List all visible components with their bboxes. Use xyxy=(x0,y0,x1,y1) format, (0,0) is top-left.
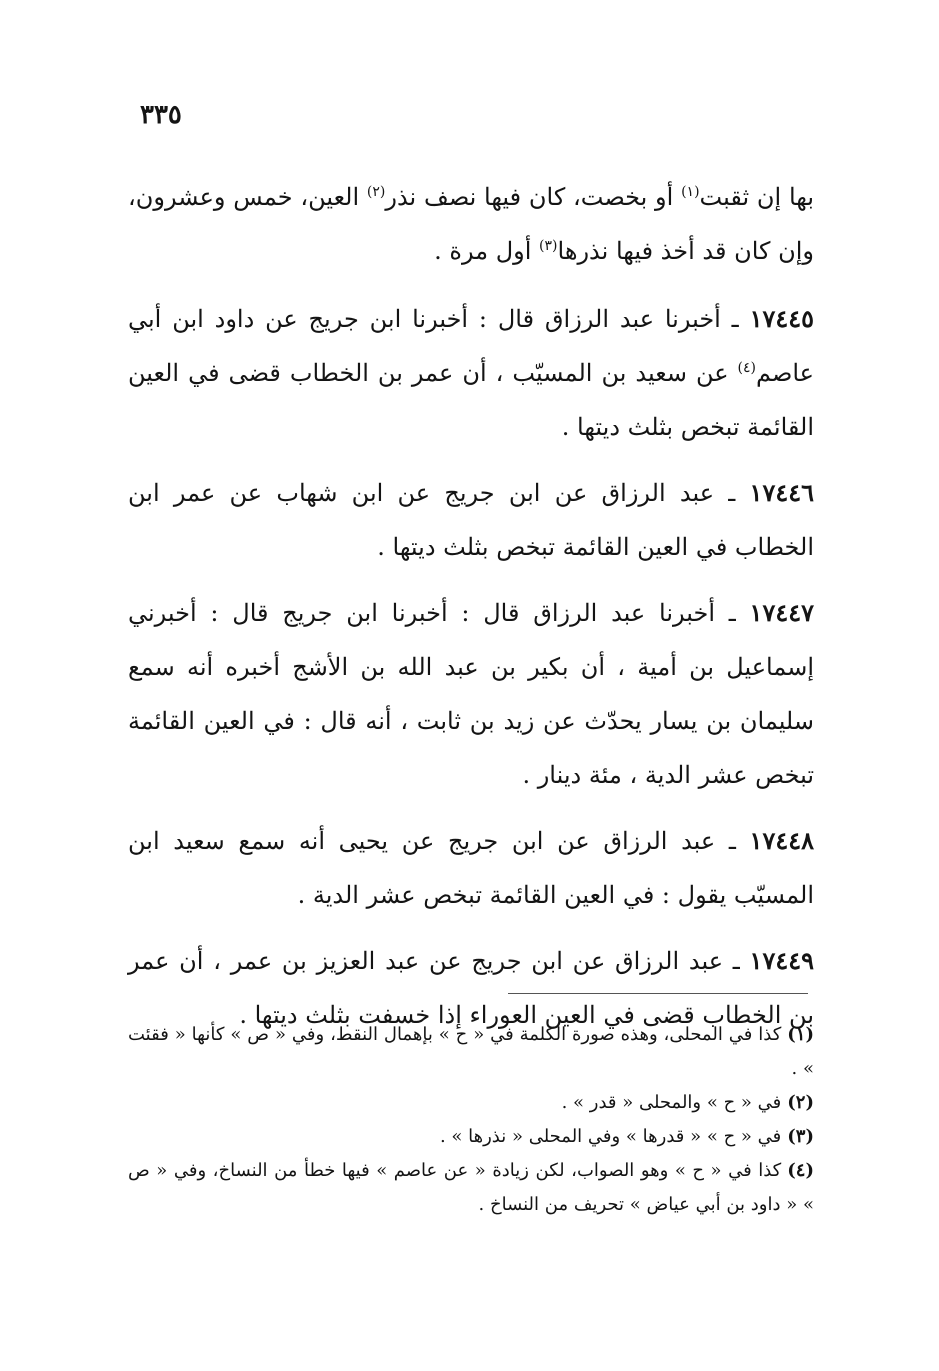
paragraph-text: أول مرة . xyxy=(434,237,540,265)
paragraph-text: عن سعيد بن المسيّب ، أن عمر بن الخطاب قضى في العين القائمة تبخص بثلث ديتها . xyxy=(128,359,814,441)
footnote-text: كذا في « ح » وهو الصواب، لكن زيادة « عن عاصم » فيها خطأ من النساخ، وفي « ص » « داود بن أبي عياض » تحريف من النساخ . xyxy=(128,1160,814,1215)
paragraph-text: ـ عبد الرزاق عن ابن جريج عن يحيى أنه سمع سعيد ابن المسيّب يقول : في العين القائمة تبخص عشر الدية . xyxy=(128,827,814,909)
paragraph-text: ـ أخبرنا عبد الرزاق قال : أخبرنا ابن جريج قال : أخبرني إسماعيل بن أمية ، أن بكير بن عبد الله بن الأشج أخبره أنه سمع سليمان بن يسار يحدّث عن زيد بن ثابت ، أنه قال : في العين القائمة تبخص عشر الدية ، مئة دينار . xyxy=(128,599,814,789)
hadith-number: ١٧٤٤٧ xyxy=(749,598,814,627)
footnote-number: (٣) xyxy=(787,1126,814,1147)
hadith-paragraph xyxy=(128,814,814,922)
footnote-number: (٤) xyxy=(787,1160,814,1181)
hadith-paragraph xyxy=(128,292,814,454)
hadith-paragraph xyxy=(128,170,814,278)
hadith-paragraph xyxy=(128,466,814,574)
footnote-text: في « ح » « قدرها » وفي المحلى « نذرها » . xyxy=(439,1126,782,1147)
main-text xyxy=(128,170,814,1054)
hadith-number: ١٧٤٤٥ xyxy=(749,304,815,333)
footnote-reference: (٤) xyxy=(737,360,757,376)
footnote-reference: (١) xyxy=(681,184,700,200)
footnote xyxy=(128,1154,814,1222)
hadith-number: ١٧٤٤٨ xyxy=(749,826,814,855)
footnote-number: (٢) xyxy=(787,1092,814,1113)
hadith-number: ١٧٤٤٦ xyxy=(749,478,814,507)
paragraph-text: ـ عبد الرزاق عن ابن جريج عن ابن شهاب عن عمر ابن الخطاب في العين القائمة تبخص بثلث ديتها . xyxy=(128,479,814,561)
footnote xyxy=(128,1086,814,1120)
paragraph-text: العين، خمس وعشرون، وإن كان قد أخذ فيها نذرها xyxy=(128,183,814,265)
footnote-text: كذا في المحلى، وهذه صورة الكلمة في « ح » بإهمال النقط، وفي « ص » كأنها « فقئت » . xyxy=(128,1024,814,1079)
hadith-number: ١٧٤٤٩ xyxy=(749,946,814,975)
footnote-reference: (٢) xyxy=(366,184,386,200)
paragraph-text: ـ عبد الرزاق عن ابن جريج عن عبد العزيز بن عمر ، أن عمر بن الخطاب قضى في العين العوراء إذا خسفت بثلث ديتها . xyxy=(128,947,814,1029)
footnotes xyxy=(128,1018,814,1222)
hadith-paragraph xyxy=(128,586,814,802)
footnote xyxy=(128,1120,814,1154)
footnote-text: في « ح » والمحلى « قدر » . xyxy=(561,1092,782,1113)
footnote-separator xyxy=(508,993,808,994)
page-number: ٣٣٥ xyxy=(140,100,182,130)
paragraph-text: ـ أخبرنا عبد الرزاق قال : أخبرنا ابن جريج عن داود ابن أبي عاصم xyxy=(128,305,814,387)
footnote xyxy=(128,1018,814,1086)
footnote-reference: (٣) xyxy=(539,238,558,254)
footnote-number: (١) xyxy=(787,1024,814,1045)
paragraph-text: بها إن ثقبت xyxy=(699,183,815,211)
paragraph-text: أو بخصت، كان فيها نصف نذر xyxy=(385,183,682,211)
